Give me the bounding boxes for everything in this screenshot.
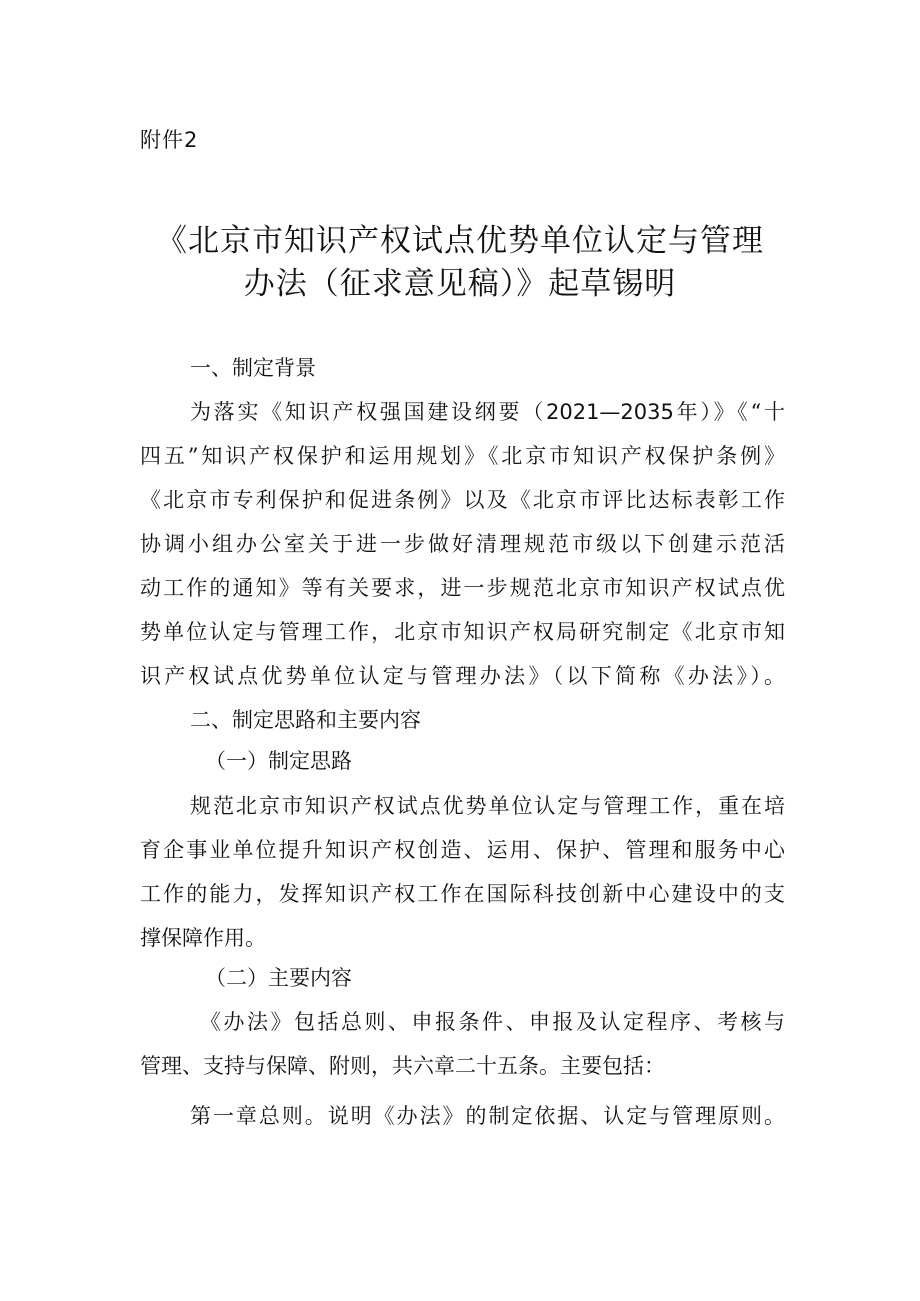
paragraph-line: 识产权试点优势单位认定与管理办法》（以下简称《办法》）。 bbox=[140, 664, 785, 688]
paragraph-line: 《北京市专利保护和促进条例》以及《北京市评比达标表彰工作 bbox=[140, 488, 785, 512]
paragraph-line: 协调小组办公室关于进一步做好清理规范市级以下创建示范活 bbox=[140, 532, 785, 556]
year-range: 2021—2035 bbox=[545, 400, 674, 424]
subsection-heading-approach: （一）制定思路 bbox=[205, 749, 352, 773]
paragraph-line: 工作的能力，发挥知识产权工作在国际科技创新中心建设中的支 bbox=[140, 882, 785, 906]
paragraph-line: 第一章总则。说明《办法》的制定依据、认定与管理原则。 bbox=[190, 1104, 785, 1128]
text-span: 年）》《“十 bbox=[673, 400, 785, 424]
section-heading-background: 一、制定背景 bbox=[190, 356, 316, 380]
paragraph-line: 势单位认定与管理工作，北京市知识产权局研究制定《北京市知 bbox=[140, 620, 785, 644]
paragraph-line bbox=[140, 396, 785, 426]
paragraph-line: 四五”知识产权保护和运用规划》《北京市知识产权保护条例》 bbox=[140, 444, 785, 468]
paragraph-line: 动工作的通知》等有关要求，进一步规范北京市知识产权试点优 bbox=[140, 576, 785, 600]
paragraph-line: 管理、支持与保障、附则，共六章二十五条。主要包括： bbox=[140, 1054, 665, 1078]
paragraph-line: 《办法》包括总则、申报条件、申报及认定程序、考核与 bbox=[200, 1010, 785, 1034]
document-title-line-1: 《北京市知识产权试点优势单位认定与管理 bbox=[156, 223, 764, 259]
paragraph-line: 规范北京市知识产权试点优势单位认定与管理工作，重在培 bbox=[190, 794, 785, 818]
attachment-label: 附件2 bbox=[140, 128, 199, 152]
paragraph-line: 育企事业单位提升知识产权创造、运用、保护、管理和服务中心 bbox=[140, 838, 785, 862]
paragraph-line: 撑保障作用。 bbox=[140, 926, 266, 950]
text-span: 为落实《知识产权强国建设纲要（ bbox=[190, 400, 546, 424]
document-title-line-2: 办法（征求意见稿）》起草锡明 bbox=[243, 266, 677, 302]
section-heading-approach: 二、制定思路和主要内容 bbox=[190, 708, 421, 732]
subsection-heading-content: （二）主要内容 bbox=[205, 966, 352, 990]
